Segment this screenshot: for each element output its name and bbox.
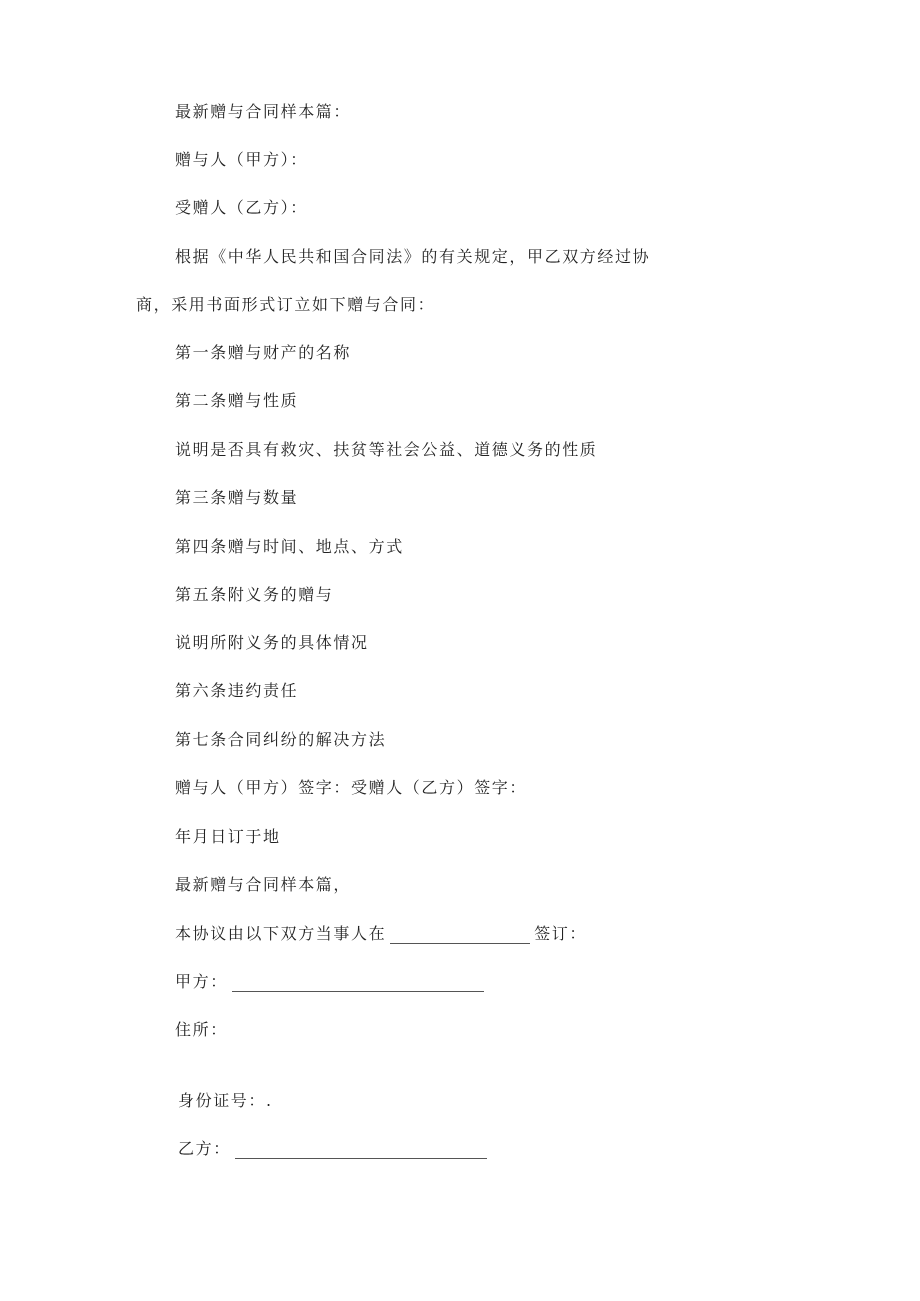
article-3: 第三条赠与数量 bbox=[175, 488, 299, 507]
intro-line-1: 根据《中华人民共和国合同法》的有关规定，甲乙双方经过协 bbox=[175, 247, 651, 266]
date-place-line: 年月日订于地 bbox=[175, 827, 281, 846]
article-6: 第六条违约责任 bbox=[175, 681, 299, 700]
party-a-line bbox=[175, 972, 488, 992]
article-2-note: 说明是否具有救灾、扶贫等社会公益、道德义务的性质 bbox=[175, 440, 598, 459]
party-a-blank bbox=[232, 977, 484, 992]
signing-place-suffix: 签订： bbox=[534, 924, 588, 943]
party-b-blank bbox=[235, 1144, 487, 1159]
residence-line: 住所： bbox=[175, 1020, 228, 1039]
signing-place-blank bbox=[390, 929, 530, 944]
signing-place-prefix: 本协议由以下双方当事人在 bbox=[175, 924, 387, 943]
party-b-label: 乙方： bbox=[178, 1139, 231, 1158]
article-5-note: 说明所附义务的具体情况 bbox=[175, 633, 369, 652]
signing-place-line bbox=[175, 924, 587, 944]
intro-line-2: 商，采用书面形式订立如下赠与合同： bbox=[136, 295, 436, 314]
party-b-line bbox=[178, 1139, 491, 1159]
article-1: 第一条赠与财产的名称 bbox=[175, 343, 352, 362]
heading-line: 最新赠与合同样本篇： bbox=[175, 102, 352, 121]
article-4: 第四条赠与时间、地点、方式 bbox=[175, 537, 404, 556]
article-2: 第二条赠与性质 bbox=[175, 391, 299, 410]
second-heading-line: 最新赠与合同样本篇， bbox=[175, 875, 352, 894]
donor-line: 赠与人（甲方）： bbox=[175, 150, 308, 169]
signature-line: 赠与人（甲方）签字：受赠人（乙方）签字： bbox=[175, 778, 528, 797]
article-7: 第七条合同纠纷的解决方法 bbox=[175, 730, 387, 749]
article-5: 第五条附义务的赠与 bbox=[175, 585, 334, 604]
party-a-label: 甲方： bbox=[175, 972, 228, 991]
donee-line: 受赠人（乙方）： bbox=[175, 198, 308, 217]
id-number-line: 身份证号：. bbox=[178, 1091, 273, 1110]
